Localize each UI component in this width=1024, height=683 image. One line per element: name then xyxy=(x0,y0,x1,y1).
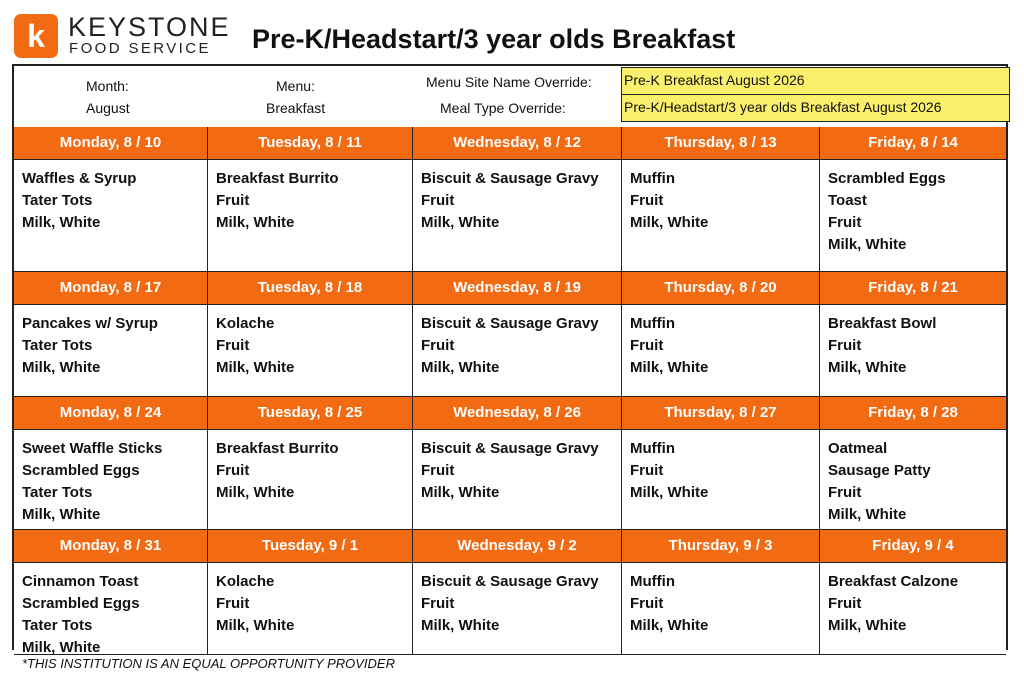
menu-item: Fruit xyxy=(421,462,455,479)
menu-item: Milk, White xyxy=(421,359,500,376)
day-header: Thursday, 8 / 27 xyxy=(622,397,820,430)
day-header: Friday, 8 / 14 xyxy=(820,127,1006,160)
day-menu-cell xyxy=(14,430,208,530)
menu-item: Milk, White xyxy=(216,359,295,376)
menu-item: Biscuit & Sausage Gravy xyxy=(421,315,599,332)
menu-item: Muffin xyxy=(630,170,675,187)
menu-item: Milk, White xyxy=(22,506,101,523)
menu-item: Muffin xyxy=(630,440,675,457)
month-value: August xyxy=(86,100,130,116)
day-header: Tuesday, 8 / 25 xyxy=(208,397,413,430)
day-header: Tuesday, 8 / 18 xyxy=(208,272,413,305)
menu-item: Milk, White xyxy=(421,214,500,231)
menu-item: Tater Tots xyxy=(22,337,93,354)
menu-item: Milk, White xyxy=(216,214,295,231)
menu-item: Milk, White xyxy=(216,617,295,634)
menu-calendar xyxy=(12,64,1008,656)
menu-item: Breakfast Burrito xyxy=(216,440,339,457)
day-header: Monday, 8 / 31 xyxy=(14,530,208,563)
day-header: Tuesday, 8 / 11 xyxy=(208,127,413,160)
menu-item: Scrambled Eggs xyxy=(22,462,140,479)
month-label: Month: xyxy=(86,78,129,94)
brand-name: KEYSTONE xyxy=(68,12,231,42)
menu-item: Breakfast Calzone xyxy=(828,573,959,590)
menu-item: Milk, White xyxy=(630,214,709,231)
day-menu-cell xyxy=(14,305,208,397)
menu-item: Milk, White xyxy=(630,359,709,376)
menu-label: Menu: xyxy=(276,78,315,94)
day-menu-cell xyxy=(14,563,208,655)
menu-item: Scrambled Eggs xyxy=(828,170,946,187)
day-header: Wednesday, 9 / 2 xyxy=(413,530,622,563)
menu-item: Milk, White xyxy=(421,617,500,634)
menu-item: Kolache xyxy=(216,315,275,332)
menu-item: Biscuit & Sausage Gravy xyxy=(421,573,599,590)
menu-item: Scrambled Eggs xyxy=(22,595,140,612)
menu-item: Milk, White xyxy=(630,617,709,634)
menu-item: Tater Tots xyxy=(22,617,93,634)
day-menu-cell xyxy=(622,305,820,397)
menu-item: Tater Tots xyxy=(22,192,93,209)
day-menu-cell xyxy=(622,563,820,655)
day-header: Wednesday, 8 / 12 xyxy=(413,127,622,160)
menu-item: Sweet Waffle Sticks xyxy=(22,440,163,457)
day-menu-cell xyxy=(820,563,1006,655)
menu-item: Fruit xyxy=(216,337,250,354)
day-menu-cell xyxy=(413,160,622,272)
day-header: Friday, 9 / 4 xyxy=(820,530,1006,563)
day-header: Tuesday, 9 / 1 xyxy=(208,530,413,563)
week-grid xyxy=(14,127,1006,655)
menu-item: Fruit xyxy=(828,337,862,354)
day-header: Thursday, 8 / 20 xyxy=(622,272,820,305)
menu-item: Fruit xyxy=(421,595,455,612)
day-menu-cell xyxy=(622,430,820,530)
meal-override-field: Pre-K/Headstart/3 year olds Breakfast August 2026 xyxy=(621,94,1010,122)
day-header: Friday, 8 / 21 xyxy=(820,272,1006,305)
day-menu-cell xyxy=(208,430,413,530)
day-header: Monday, 8 / 10 xyxy=(14,127,208,160)
menu-item: Fruit xyxy=(630,462,664,479)
menu-item: Muffin xyxy=(630,315,675,332)
menu-item: Waffles & Syrup xyxy=(22,170,137,187)
menu-item: Tater Tots xyxy=(22,484,93,501)
menu-item: Biscuit & Sausage Gravy xyxy=(421,170,599,187)
menu-item: Fruit xyxy=(421,337,455,354)
page-title: Pre-K/Headstart/3 year olds Breakfast xyxy=(252,24,736,54)
footer-note: *THIS INSTITUTION IS AN EQUAL OPPORTUNITY PROVIDER xyxy=(22,656,395,671)
menu-item: Milk, White xyxy=(828,359,907,376)
menu-item: Cinnamon Toast xyxy=(22,573,139,590)
day-menu-cell xyxy=(622,160,820,272)
menu-item: Pancakes w/ Syrup xyxy=(22,315,158,332)
brand-subtitle: FOOD SERVICE xyxy=(69,40,211,57)
menu-item: Fruit xyxy=(216,595,250,612)
menu-item: Milk, White xyxy=(22,214,101,231)
site-override-label: Menu Site Name Override: xyxy=(426,74,592,90)
menu-item: Milk, White xyxy=(22,359,101,376)
menu-item: Milk, White xyxy=(630,484,709,501)
day-header: Monday, 8 / 17 xyxy=(14,272,208,305)
menu-item: Milk, White xyxy=(828,506,907,523)
menu-info-header xyxy=(14,66,1006,127)
menu-item: Sausage Patty xyxy=(828,462,931,479)
menu-item: Fruit xyxy=(216,192,250,209)
day-header: Wednesday, 8 / 26 xyxy=(413,397,622,430)
menu-item: Milk, White xyxy=(828,617,907,634)
menu-item: Breakfast Bowl xyxy=(828,315,937,332)
day-menu-cell xyxy=(14,160,208,272)
menu-item: Fruit xyxy=(828,484,862,501)
menu-item: Milk, White xyxy=(828,236,907,253)
day-menu-cell xyxy=(413,430,622,530)
day-header: Wednesday, 8 / 19 xyxy=(413,272,622,305)
day-header: Thursday, 9 / 3 xyxy=(622,530,820,563)
menu-item: Fruit xyxy=(630,337,664,354)
meal-override-label: Meal Type Override: xyxy=(440,100,566,116)
day-header: Monday, 8 / 24 xyxy=(14,397,208,430)
menu-item: Kolache xyxy=(216,573,275,590)
menu-item: Milk, White xyxy=(421,484,500,501)
menu-item: Fruit xyxy=(828,214,862,231)
menu-item: Fruit xyxy=(828,595,862,612)
menu-item: Milk, White xyxy=(22,639,101,656)
menu-item: Oatmeal xyxy=(828,440,888,457)
menu-item: Muffin xyxy=(630,573,675,590)
day-header: Friday, 8 / 28 xyxy=(820,397,1006,430)
menu-item: Breakfast Burrito xyxy=(216,170,339,187)
day-menu-cell xyxy=(413,563,622,655)
day-header: Thursday, 8 / 13 xyxy=(622,127,820,160)
menu-item: Fruit xyxy=(630,595,664,612)
keystone-logo-icon: k xyxy=(14,14,58,58)
menu-item: Toast xyxy=(828,192,867,209)
day-menu-cell xyxy=(820,305,1006,397)
day-menu-cell xyxy=(208,305,413,397)
menu-item: Milk, White xyxy=(216,484,295,501)
day-menu-cell xyxy=(820,430,1006,530)
menu-item: Fruit xyxy=(216,462,250,479)
day-menu-cell xyxy=(820,160,1006,272)
menu-item: Fruit xyxy=(630,192,664,209)
day-menu-cell xyxy=(413,305,622,397)
day-menu-cell xyxy=(208,160,413,272)
menu-item: Fruit xyxy=(421,192,455,209)
day-menu-cell xyxy=(208,563,413,655)
site-override-field: Pre-K Breakfast August 2026 xyxy=(621,67,1010,95)
menu-item: Biscuit & Sausage Gravy xyxy=(421,440,599,457)
menu-value: Breakfast xyxy=(266,100,326,116)
